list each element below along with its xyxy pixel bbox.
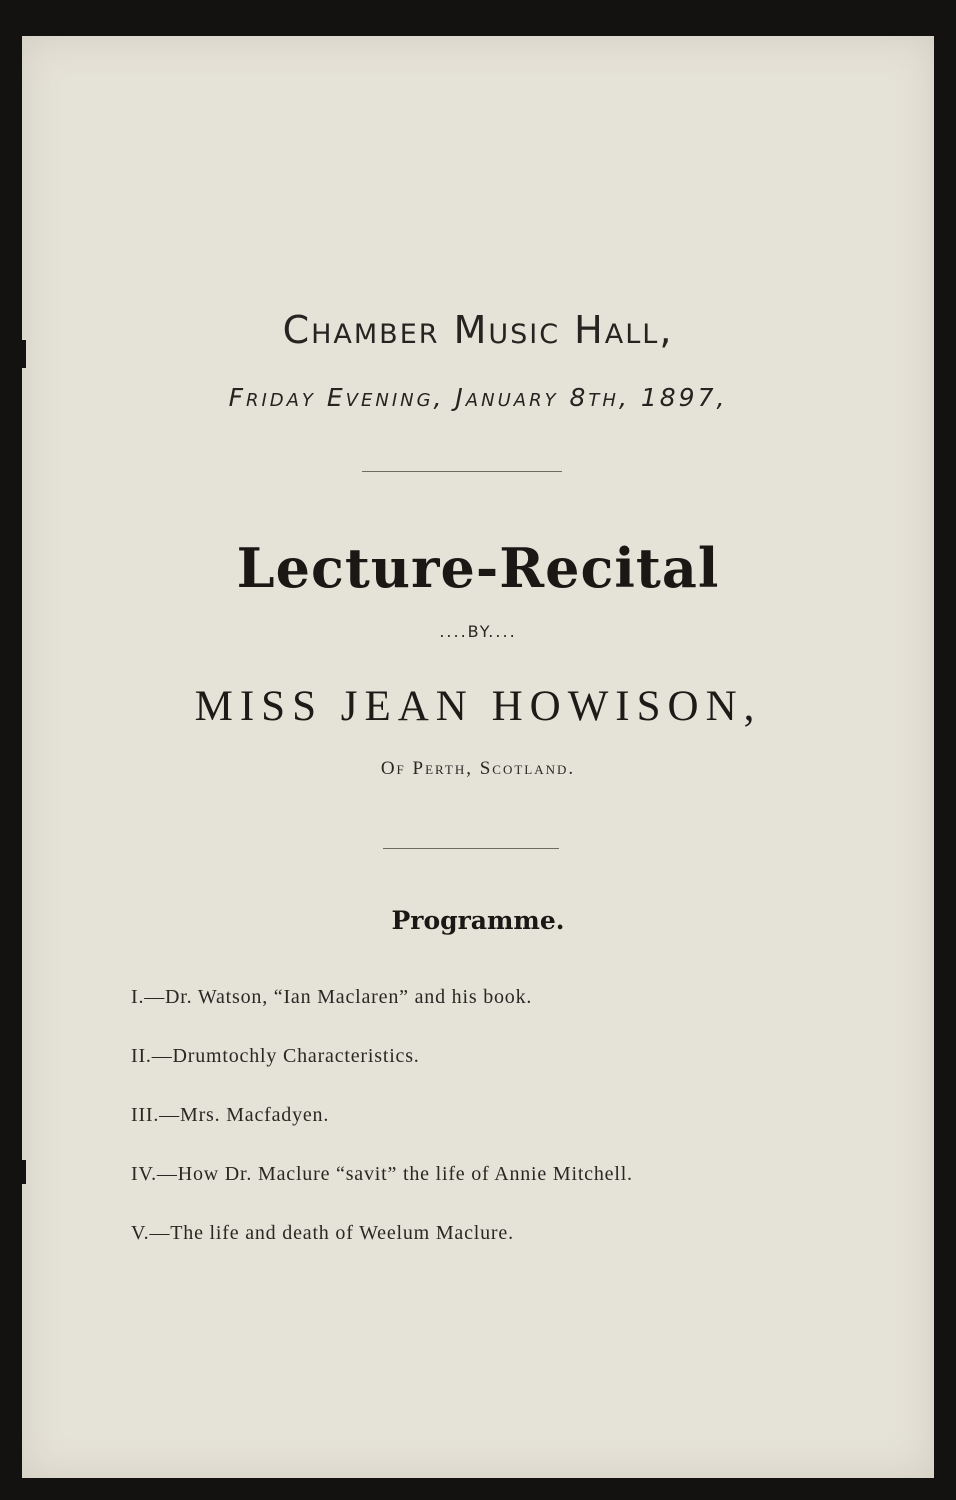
- programme-item: V.—The life and death of Weelum Maclure.: [131, 1222, 514, 1244]
- event-date: Friday Evening, January 8th, 1897,: [228, 383, 728, 412]
- programme-list: [131, 986, 633, 1281]
- divider-top: [362, 471, 562, 472]
- by-line: ....BY....: [439, 622, 517, 641]
- speaker-origin: Of Perth, Scotland.: [380, 758, 576, 779]
- paper-edge-notch: [22, 1160, 26, 1184]
- programme-heading: Programme.: [391, 906, 565, 935]
- programme-page: [22, 36, 934, 1478]
- divider-bottom: [383, 848, 559, 849]
- programme-item: I.—Dr. Watson, “Ian Maclaren” and his book.: [131, 986, 533, 1008]
- programme-item: II.—Drumtochly Characteristics.: [131, 1045, 420, 1067]
- paper-edge-notch: [22, 340, 26, 368]
- programme-item: IV.—How Dr. Maclure “savit” the life of Annie Mitchell.: [131, 1163, 633, 1185]
- event-title: Lecture-Recital: [236, 536, 720, 600]
- venue-heading: Chamber Music Hall,: [282, 308, 674, 352]
- programme-item: III.—Mrs. Macfadyen.: [131, 1104, 330, 1126]
- speaker-name: MISS JEAN HOWISON,: [194, 683, 762, 730]
